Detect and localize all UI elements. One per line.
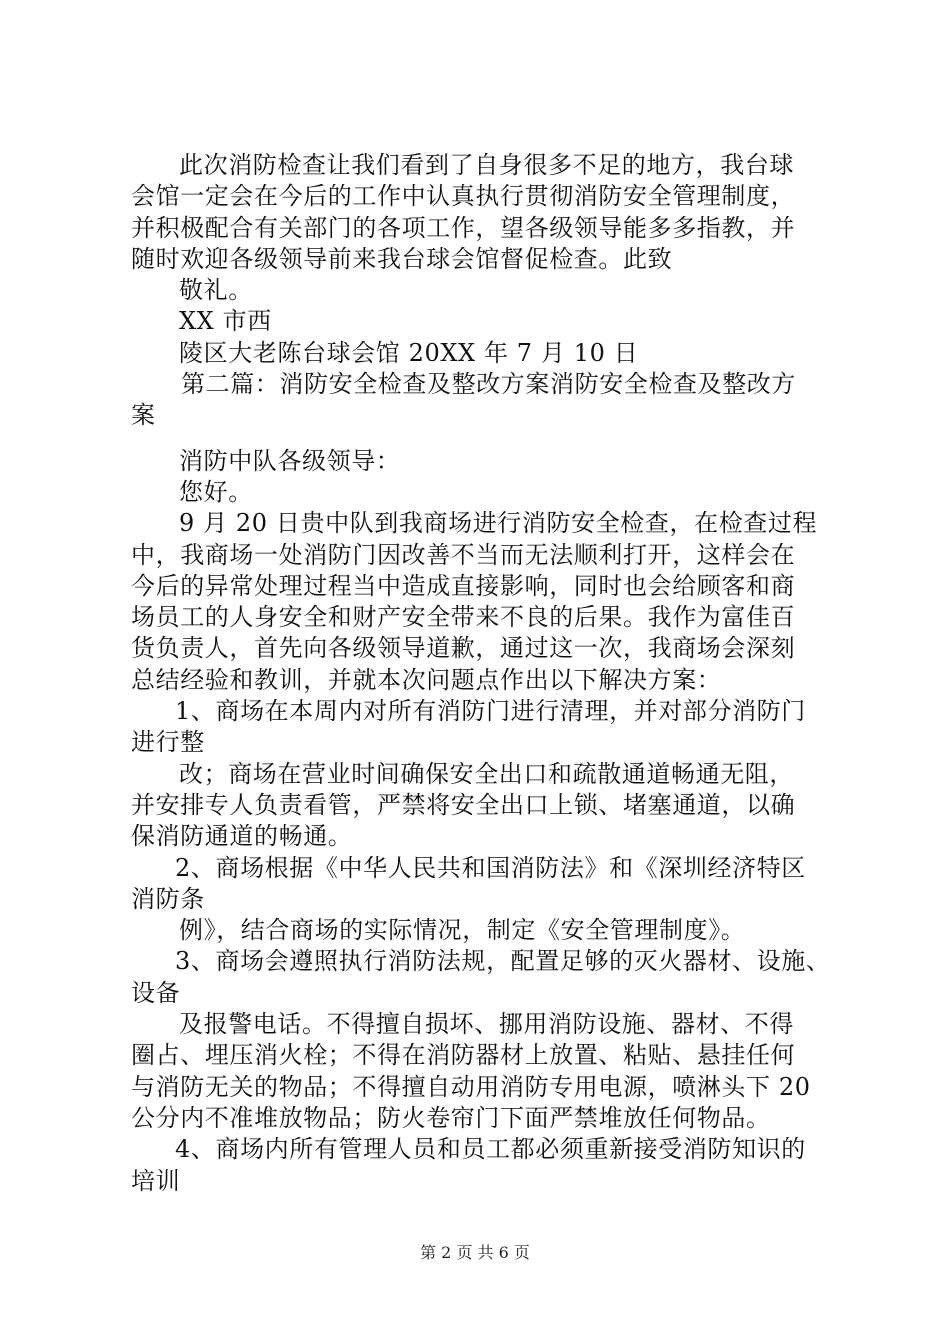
list-item-3: 3、商场会遵照执行消防法规，配置足够的灭火器材、设施、 — [175, 947, 831, 976]
page-number: 第 2 页 共 6 页 — [420, 1243, 530, 1262]
paragraph-line: 货负责人，首先向各级领导道歉，通过这一次，我商场会深刻 — [131, 634, 796, 663]
section-title: 第二篇：消防安全检查及整改方案消防安全检查及整改方 — [181, 370, 796, 399]
paragraph-line: 与消防无关的物品；不得擅自动用消防专用电源，喷淋头下 20 — [131, 1072, 811, 1101]
paragraph-line: 场员工的人身安全和财产安全带来不良的后果。我作为富佳百 — [131, 603, 796, 632]
list-item-2: 2、商场根据《中华人民共和国消防法》和《深圳经济特区 — [175, 853, 806, 882]
paragraph-line: 及报警电话。不得擅自损坏、挪用消防设施、器材、不得 — [179, 1010, 794, 1039]
signature-date-line: 陵区大老陈台球会馆 20XX 年 7 月 10 日 — [179, 338, 639, 367]
list-item-1-continuation: 进行整 — [131, 728, 205, 757]
paragraph-line: 圈占、埋压消火栓；不得在消防器材上放置、粘贴、悬挂任何 — [131, 1041, 796, 1070]
paragraph-line: 总结经验和教训，并就本次问题点作出以下解决方案： — [131, 665, 722, 694]
paragraph-line: 9 月 20 日贵中队到我商场进行消防安全检查，在检查过程 — [179, 509, 818, 538]
paragraph-line: 会馆一定会在今后的工作中认真执行贯彻消防安全管理制度， — [131, 182, 796, 211]
page-footer — [0, 1243, 950, 1263]
paragraph-line: 保消防通道的畅通。 — [131, 822, 353, 851]
paragraph-line: 公分内不准堆放物品；防火卷帘门下面严禁堆放任何物品。 — [131, 1103, 771, 1132]
paragraph-line: 例》，结合商场的实际情况，制定《安全管理制度》。 — [179, 916, 746, 945]
list-item-2-continuation: 消防条 — [131, 884, 205, 913]
paragraph-line: 随时欢迎各级领导前来我台球会馆督促检查。此致 — [131, 244, 673, 273]
closing-salutation: 敬礼。 — [179, 276, 253, 305]
list-item-1: 1、商场在本周内对所有消防门进行清理，并对部分消防门 — [175, 697, 806, 726]
signature-line: XX 市西 — [179, 307, 272, 336]
list-item-4: 4、商场内所有管理人员和员工都必须重新接受消防知识的 — [175, 1135, 806, 1164]
paragraph-line: 今后的异常处理过程当中造成直接影响，同时也会给顾客和商 — [131, 571, 796, 600]
paragraph-line: 并安排专人负责看管，严禁将安全出口上锁、堵塞通道，以确 — [131, 790, 796, 819]
letter-salutation: 消防中队各级领导： — [179, 446, 401, 475]
paragraph-line: 此次消防检查让我们看到了自身很多不足的地方，我台球 — [179, 151, 794, 179]
document-body — [131, 150, 831, 1197]
greeting: 您好。 — [179, 477, 253, 506]
paragraph-line: 并积极配合有关部门的各项工作，望各级领导能多多指教，并 — [131, 213, 796, 242]
paragraph-line: 改；商场在营业时间确保安全出口和疏散通道畅通无阻， — [179, 759, 794, 788]
section-title-continuation: 案 — [131, 401, 156, 430]
list-item-4-continuation: 培训 — [131, 1166, 181, 1195]
list-item-3-continuation: 设备 — [131, 978, 181, 1007]
paragraph-line: 中，我商场一处消防门因改善不当而无法顺利打开，这样会在 — [131, 540, 796, 569]
